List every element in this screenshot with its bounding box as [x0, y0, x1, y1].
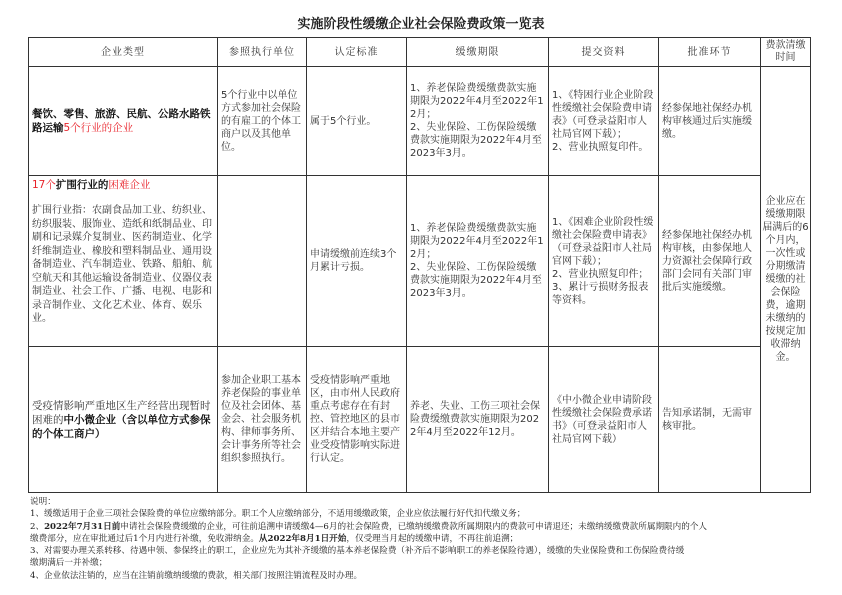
period-cell — [407, 176, 549, 347]
header-approval: 批准环节 — [659, 38, 761, 67]
period-line: 养老、失业、工伤三项社会保险费缓缴费款实施期限为2022年4月至2022年12月。 — [410, 401, 540, 438]
type-highlight: 17个 — [32, 179, 56, 191]
note-bold: 从2022年8月1日开始 — [258, 533, 347, 544]
standard-cell: 申请缓缴前连续3个月累计亏损。 — [307, 176, 407, 347]
note-3: 3、对需要办理关系转移、待遇申领、参保终止的职工，企业应先为其补齐缓缴的基本养老保险费（补齐后不影响职工的养老保险待遇），缓缴的失业保险费和工伤保险费待缓 — [30, 546, 685, 557]
note-text: 缴费部分，应在审批通过后1个月内进行补缴，免收滞纳金。 — [30, 533, 259, 544]
materials-cell — [549, 347, 659, 493]
table-row — [29, 347, 811, 493]
notes-heading: 说明： — [30, 497, 56, 507]
materials-cell — [549, 67, 659, 176]
table-row — [29, 67, 811, 176]
header-settlement: 费款清缴时间 — [761, 38, 811, 67]
materials-cell — [549, 176, 659, 347]
note-2-cont — [30, 533, 820, 545]
standard-cell: 属于5个行业。 — [307, 67, 407, 176]
material-line: 3、累计亏损财务报表等资料。 — [552, 281, 649, 306]
header-period: 缓缴期限 — [407, 38, 549, 67]
reference-cell: 参加企业职工基本养老保险的事业单位及社会团体、基金会、社会服务机构、律师事务所、会计事务所等社会组织参照执行。 — [218, 347, 307, 493]
type-highlight: 困难企业 — [108, 179, 151, 191]
type-text: 餐饮、零售、旅游、民航、公路水路铁路运输 — [32, 108, 211, 134]
header-row — [29, 38, 811, 67]
type-emphasis: 中小微企业（含以单位方式参保的个体工商户） — [32, 413, 211, 440]
period-line: 2、失业保险、工伤保险缓缴费款实施期限为2022年4月至2023年3月。 — [410, 122, 542, 159]
standard-cell: 受疫情影响严重地区，由市州人民政府重点考虑存在有封控、管控地区的县市区并结合本地主要产业受疫情影响实际进行认定。 — [307, 347, 407, 493]
approval-cell: 经参保地社保经办机构审核，由参保地人力资源社会保障行政部门会同有关部门审批后实施缓缴。 — [659, 176, 761, 347]
material-line: 2、营业执照复印件。 — [552, 141, 649, 153]
enterprise-type-cell — [29, 67, 218, 176]
policy-table — [28, 37, 811, 493]
material-line: 1、《特困行业企业阶段性缓缴社会保险费申请表》（可登录益阳市人社局官网下载）； — [552, 89, 654, 140]
header-reference-unit: 参照执行单位 — [218, 38, 307, 67]
type-highlight: 5个行业的企业 — [63, 122, 134, 134]
period-cell — [407, 67, 549, 176]
approval-cell: 告知承诺制，无需审核审批。 — [659, 347, 761, 493]
enterprise-type-cell — [29, 347, 218, 493]
period-line: 1、养老保险费缓缴费款实施期限为2022年4月至2022年12月； — [410, 223, 544, 260]
header-enterprise-type: 企业类型 — [29, 38, 218, 67]
note-text: 申请社会保险费缓缴的企业，可往前追溯申请缓缴4—6月的社会保险费，已缴纳缓缴费款所属期限内的费款可申请退还；未缴纳缓缴费款所属期限内的个人 — [120, 521, 708, 532]
material-line: 《中小微企业申请阶段性缓缴社会保险费承诺书》（可登录益阳市人社局官网下载） — [552, 394, 652, 445]
period-cell — [407, 347, 549, 493]
type-text: 扩围行业的 — [55, 179, 109, 191]
type-heading — [32, 178, 214, 192]
header-materials: 提交资料 — [549, 38, 659, 67]
note-3-cont: 缴期满后一并补缴； — [30, 558, 108, 569]
note-text: ，仅受理当月起的缓缴申请，不再往前追溯； — [346, 533, 519, 544]
approval-cell: 经参保地社保经办机构审核通过后实施缓缴。 — [659, 67, 761, 176]
material-line: 1、《困难企业阶段性缓缴社会保险费申请表》（可登录益阳市人社局官网下载）； — [552, 216, 654, 267]
note-4: 4、企业依法注销的，应当在注销前缴纳缓缴的费款，相关部门按照注销流程及时办理。 — [30, 570, 363, 581]
material-line: 2、营业执照复印件； — [552, 268, 649, 280]
enterprise-type-cell — [29, 176, 218, 347]
note-2 — [30, 521, 820, 533]
note-1: 1、缓缴适用于企业三项社会保险费的单位应缴纳部分。职工个人应缴纳部分，不适用缓缴政策，企业应依法履行好代扣代缴义务； — [30, 509, 526, 520]
reference-cell: 5个行业中以单位方式参加社会保险的有雇工的个体工商户以及其他单位。 — [218, 67, 307, 176]
note-text: 2、 — [30, 521, 45, 532]
type-text: 受疫情影响严重地区生产经营出现暂时困难的 — [32, 399, 211, 426]
period-line: 2、失业保险、工伤保险缓缴费款实施期限为2022年4月至2023年3月。 — [410, 262, 542, 299]
note-bold: 2022年7月31日前 — [44, 521, 121, 532]
header-standard: 认定标准 — [307, 38, 407, 67]
reference-cell — [218, 176, 307, 347]
page-title: 实施阶段性缓缴企业社会保险费政策一览表 — [297, 17, 545, 32]
period-line: 1、养老保险费缓缴费款实施期限为2022年4月至2022年12月； — [410, 83, 544, 120]
type-detail: 扩围行业指：农副食品加工业、纺织业、纺织服装、服饰业、造纸和纸制品业、印刷和记录媒介复制业、医药制造业、化学纤维制造业、橡胶和塑料制品业、通用设备制造业、汽车制造业、铁路、船舶、航空航天和其他运输设备制造业、仪器仪表制造业、社会工作、广播、电视、电影和录音制作业、文化艺术业、体育、娱乐业。 — [32, 205, 212, 324]
notes-section — [30, 496, 820, 582]
table-row — [29, 176, 811, 347]
settlement-cell: 企业应在缓缴期限届满后的6个月内，一次性或分期缴清缓缴的社会保险费，逾期未缴纳的按规定加收滞纳金。 — [761, 67, 811, 493]
